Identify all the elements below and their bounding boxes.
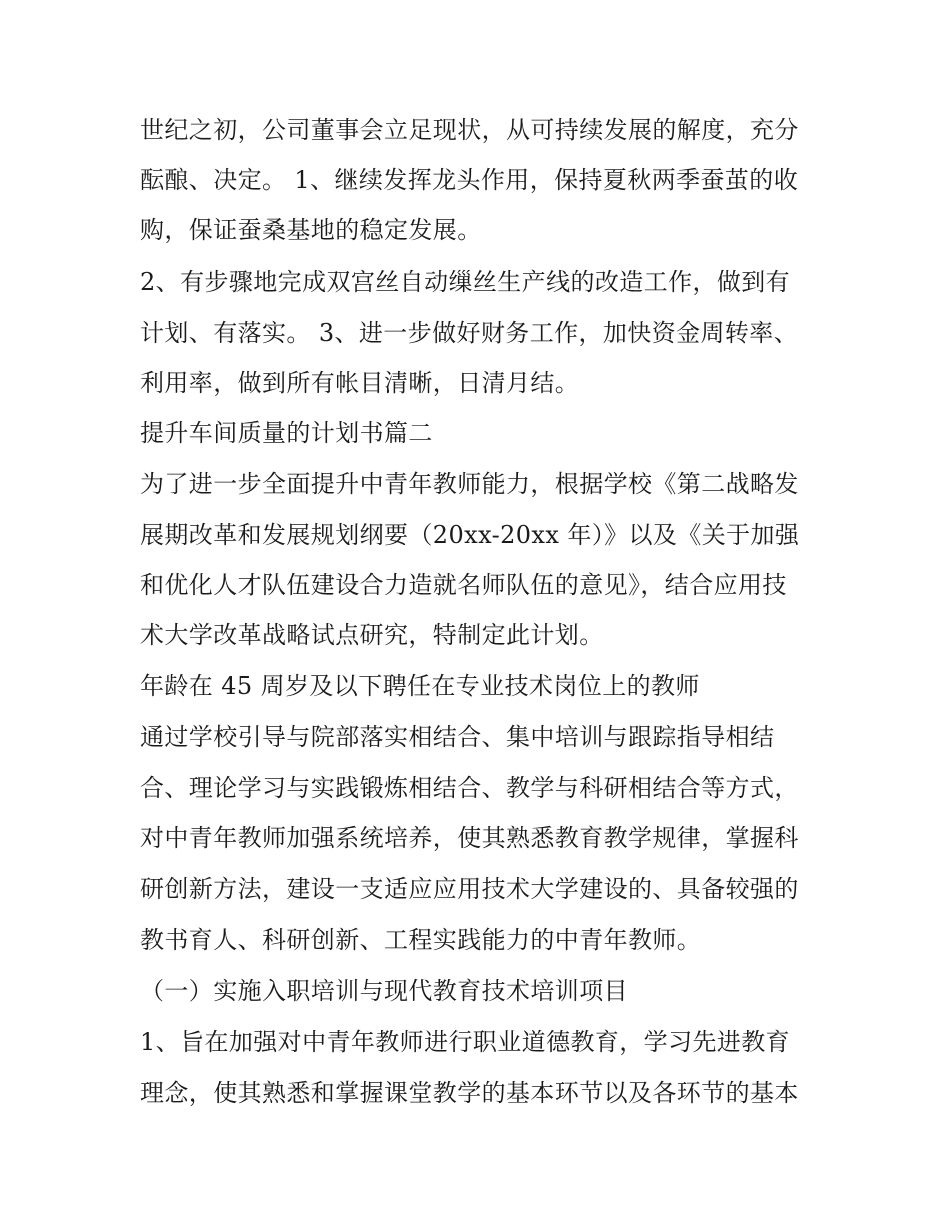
text-line-9: 展期改革和发展规划纲要（20xx-20xx 年）》以及《关于加强: [140, 521, 800, 549]
text-line-19: 1、旨在加强对中青年教师进行职业道德教育，学习先进教育: [140, 1028, 791, 1056]
text-line-12: 年龄在 45 周岁及以下聘任在专业技术岗位上的教师: [140, 672, 700, 700]
text-line-2: 酝酿、决定。 1、继续发挥龙头作用，保持夏秋两季蚕茧的收: [140, 166, 799, 194]
section-heading: 提升车间质量的计划书篇二: [140, 419, 433, 447]
text-line-14: 合、理论学习与实践锻炼相结合、教学与科研相结合等方式，: [140, 774, 799, 802]
text-line-16: 研创新方法，建设一支适应应用技术大学建设的、具备较强的: [140, 875, 799, 903]
text-line-20: 理念，使其熟悉和掌握课堂教学的基本环节以及各环节的基本: [140, 1079, 799, 1107]
text-line-6: 利用率，做到所有帐目清晰，日清月结。: [140, 369, 580, 397]
text-line-17: 教书育人、科研创新、工程实践能力的中青年教师。: [140, 926, 702, 954]
text-line-13: 通过学校引导与院部落实相结合、集中培训与跟踪指导相结: [140, 723, 775, 751]
subsection-heading: （一）实施入职培训与现代教育技术培训项目: [140, 977, 628, 1005]
text-line-1: 世纪之初，公司董事会立足现状，从可持续发展的解度，充分: [140, 116, 799, 144]
text-line-15: 对中青年教师加强系统培养，使其熟悉教育教学规律，掌握科: [140, 824, 799, 852]
text-line-3: 购，保证蚕桑基地的稳定发展。: [140, 216, 482, 244]
text-line-11: 术大学改革战略试点研究，特制定此计划。: [140, 621, 604, 649]
text-line-8: 为了进一步全面提升中青年教师能力，根据学校《第二战略发: [140, 470, 799, 498]
text-line-5: 计划、有落实。 3、进一步做好财务工作，加快资金周转率、: [140, 319, 799, 347]
text-line-10: 和优化人才队伍建设合力造就名师队伍的意见》，结合应用技: [140, 571, 787, 599]
text-line-4: 2、有步骤地完成双宫丝自动缫丝生产线的改造工作，做到有: [140, 268, 791, 296]
